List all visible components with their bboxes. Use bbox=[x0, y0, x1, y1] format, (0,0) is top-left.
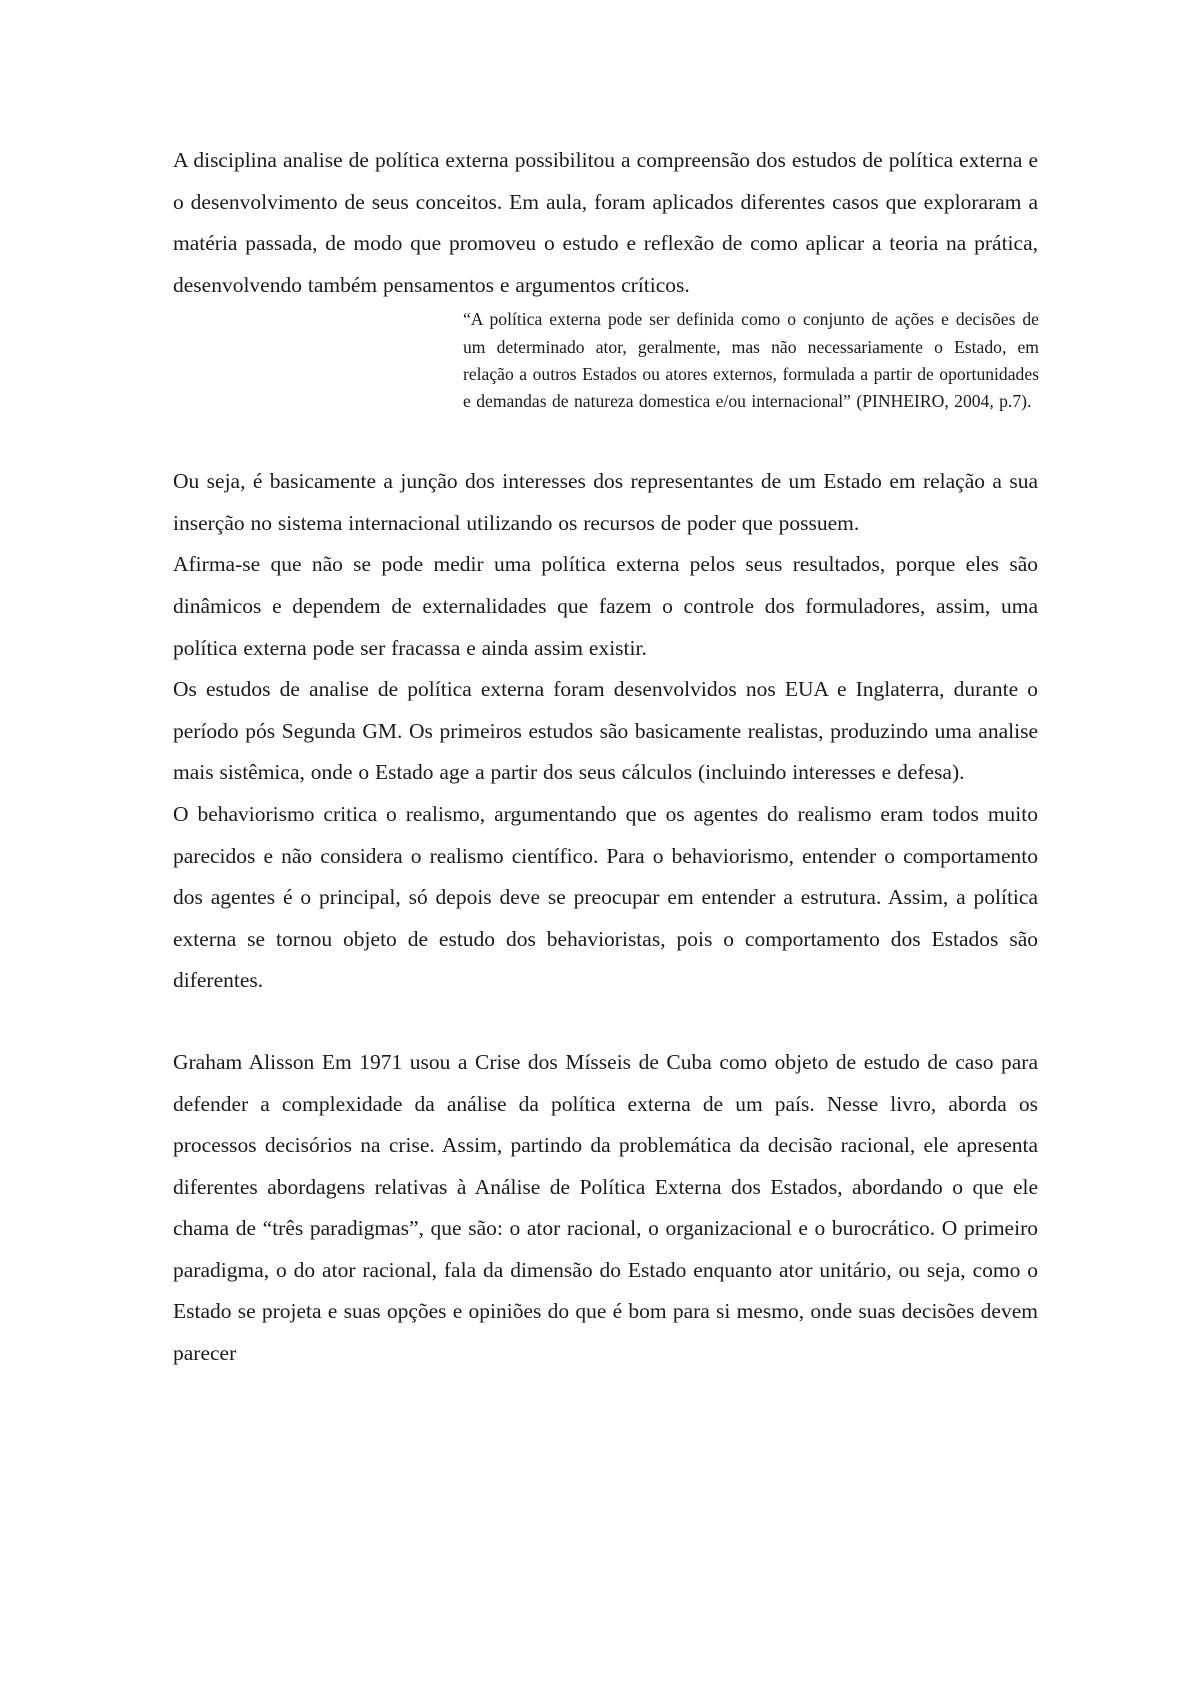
paragraph-gap bbox=[173, 1002, 1038, 1042]
paragraph-history: Os estudos de analise de política externa foram desenvolvidos nos EUA e Inglaterra, durante o período pós Segunda GM. Os primeiros estudos são basicamente realistas, produzindo uma analise mais sistêmica, onde o Estado age a partir dos seus cálculos (incluindo interesses e defesa). bbox=[173, 677, 1038, 785]
paragraph-definition: Ou seja, é basicamente a junção dos interesses dos representantes de um Estado em relação a sua inserção no sistema internacional utilizando os recursos de poder que possuem. bbox=[173, 469, 1038, 535]
paragraph-behaviorism: O behaviorismo critica o realismo, argumentando que os agentes do realismo eram todos muito parecidos e não considera o realismo científico. Para o behaviorismo, entender o comportamento dos agentes é o principal, só depois deve se preocupar em entender a estrutura. Assim, a política externa se tornou objeto de estudo dos behavioristas, pois o comportamento dos Estados são diferentes. bbox=[173, 801, 1038, 993]
paragraph-results: Afirma-se que não se pode medir uma política externa pelos seus resultados, porque eles são dinâmicos e dependem de externalidades que fazem o controle dos formuladores, assim, uma política externa pode ser fracassa e ainda assim existir. bbox=[173, 552, 1038, 660]
paragraph-allison: Graham Alisson Em 1971 usou a Crise dos Mísseis de Cuba como objeto de estudo de caso para defender a complexidade da análise da política externa de um país. Nesse livro, aborda os processos decisórios na crise. Assim, partindo da problemática da decisão racional, ele apresenta diferentes abordagens relativas à Análise de Política Externa dos Estados, abordando o que ele chama de “três paradigmas”, que são: o ator racional, o organizacional e o burocrático. O primeiro paradigma, o do ator racional, fala da dimensão do Estado enquanto ator unitário, ou seja, como o Estado se projeta e suas opções e opiniões do que é bom para si mesmo, onde suas decisões devem parecer bbox=[173, 1049, 1038, 1366]
document-body bbox=[173, 140, 1038, 1375]
block-quote: “A política externa pode ser definida como o conjunto de ações e decisões de um determinado ator, geralmente, mas não necessariamente o Estado, em relação a outros Estados ou atores externos, formulada a partir de oportunidades e demandas de natureza domestica e/ou internacional” (PINHEIRO, 2004, p.7). bbox=[463, 309, 1039, 411]
paragraph-intro: A disciplina analise de política externa possibilitou a compreensão dos estudos de política externa e o desenvolvimento de seus conceitos. Em aula, foram aplicados diferentes casos que exploraram a matéria passada, de modo que promoveu o estudo e reflexão de como aplicar a teoria na prática, desenvolvendo também pensamentos e argumentos críticos. bbox=[173, 148, 1038, 297]
